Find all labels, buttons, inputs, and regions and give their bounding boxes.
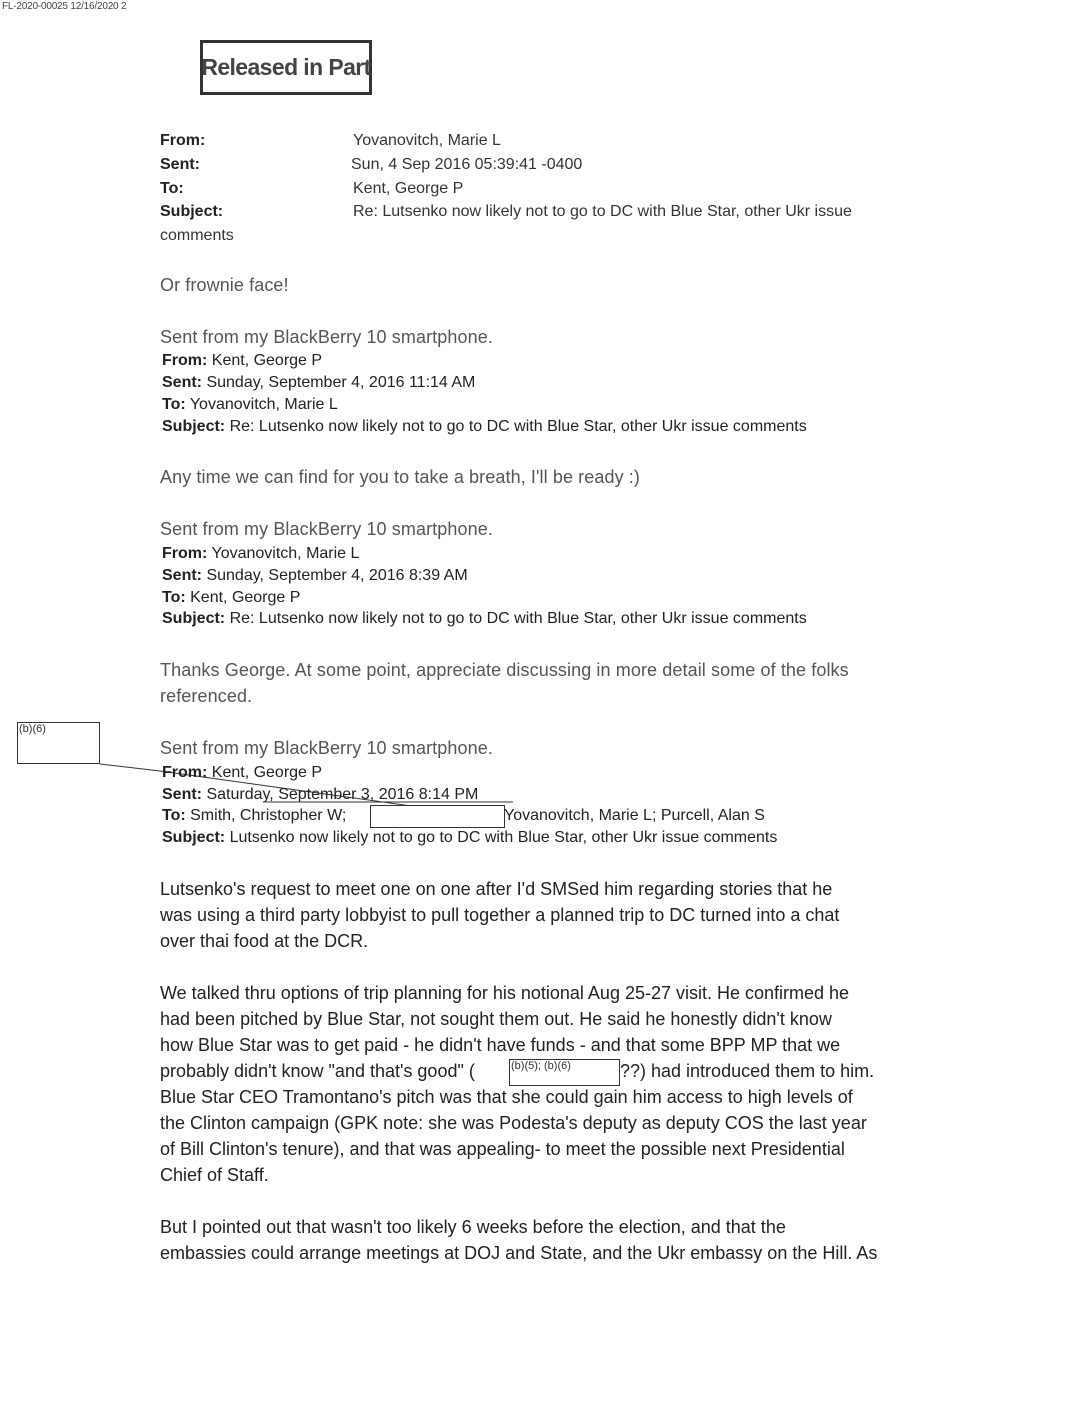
signature: Sent from my BlackBerry 10 smartphone. <box>160 738 493 758</box>
release-stamp: Released in Part <box>200 40 372 95</box>
para2-line: how Blue Star was to get paid - he didn't have funds - and that some BPP MP that we <box>160 1035 841 1055</box>
sent-label: Sent: <box>160 156 200 173</box>
subject-label: Subject: <box>160 203 224 220</box>
para3-line: embassies could arrange meetings at DOJ and State, and the Ukr embassy on the Hill. As <box>160 1243 878 1263</box>
signature: Sent from my BlackBerry 10 smartphone. <box>160 327 493 347</box>
message-2: Any time we can find for you to take a breath, I'll be ready :) <box>160 467 640 487</box>
document-id: FL-2020-00025 12/16/2020 2 <box>2 1 127 12</box>
fwd2-subject: Subject: Re: Lutsenko now likely not to go to DC with Blue Star, other Ukr issue comments <box>162 610 807 627</box>
fwd2-sent: Sent: Sunday, September 4, 2016 8:39 AM <box>162 567 468 584</box>
redaction-code: (b)(5); (b)(6) <box>511 1060 571 1072</box>
para2-line: of Bill Clinton's tenure), and that was appealing- to meet the possible next Presidential <box>160 1139 845 1159</box>
subject-value: Re: Lutsenko now likely not to go to DC with Blue Star, other Ukr issue <box>353 203 852 220</box>
fwd3-sent: Sent: Saturday, September 3, 2016 8:14 PM <box>162 786 479 803</box>
from-value: Yovanovitch, Marie L <box>353 132 501 149</box>
message-3-line-1: Thanks George. At some point, appreciate discussing in more detail some of the folks <box>160 660 849 680</box>
redaction-code: (b)(6) <box>19 723 46 735</box>
para1-line: was using a third party lobbyist to pull together a planned trip to DC turned into a chat <box>160 905 840 925</box>
redaction-box <box>509 1059 620 1086</box>
fwd3-subject: Subject: Lutsenko now likely not to go to DC with Blue Star, other Ukr issue comments <box>162 829 778 846</box>
to-value: Kent, George P <box>353 180 464 197</box>
from-label: From: <box>160 132 206 149</box>
fwd3-to: To: Smith, Christopher W; <box>162 807 347 824</box>
redaction-box <box>370 805 505 828</box>
to-label: To: <box>160 180 184 197</box>
para2-line: Chief of Staff. <box>160 1165 269 1185</box>
message-3-line-2: referenced. <box>160 686 253 706</box>
fwd2-to: To: Kent, George P <box>162 589 301 606</box>
fwd3-from: From: Kent, George P <box>162 764 323 781</box>
para2-line: probably didn't know "and that's good" ( <box>160 1061 475 1081</box>
para2-line: had been pitched by Blue Star, not sought them out. He said he honestly didn't know <box>160 1009 832 1029</box>
para1-line: over thai food at the DCR. <box>160 931 369 951</box>
para1-line: Lutsenko's request to meet one on one after I'd SMSed him regarding stories that he <box>160 879 833 899</box>
fwd2-from: From: Yovanovitch, Marie L <box>162 545 360 562</box>
para2-line: We talked thru options of trip planning for his notional Aug 25-27 visit. He confirmed he <box>160 983 850 1003</box>
fwd1-subject: Subject: Re: Lutsenko now likely not to go to DC with Blue Star, other Ukr issue comments <box>162 418 807 435</box>
message-1: Or frownie face! <box>160 275 289 295</box>
para2-line: ??) had introduced them to him. <box>620 1061 875 1081</box>
subject-continued: comments <box>160 227 234 244</box>
fwd3-to-cont: Yovanovitch, Marie L; Purcell, Alan S <box>504 807 765 824</box>
fwd1-sent: Sent: Sunday, September 4, 2016 11:14 AM <box>162 374 476 391</box>
para2-line: Blue Star CEO Tramontano's pitch was that she could gain him access to high levels of <box>160 1087 853 1107</box>
sent-value: Sun, 4 Sep 2016 05:39:41 -0400 <box>351 156 583 173</box>
para3-line: But I pointed out that wasn't too likely 6 weeks before the election, and that the <box>160 1217 786 1237</box>
signature: Sent from my BlackBerry 10 smartphone. <box>160 519 493 539</box>
fwd1-to: To: Yovanovitch, Marie L <box>162 396 338 413</box>
fwd1-from: From: Kent, George P <box>162 352 323 369</box>
para2-line: the Clinton campaign (GPK note: she was Podesta's deputy as deputy COS the last year <box>160 1113 867 1133</box>
